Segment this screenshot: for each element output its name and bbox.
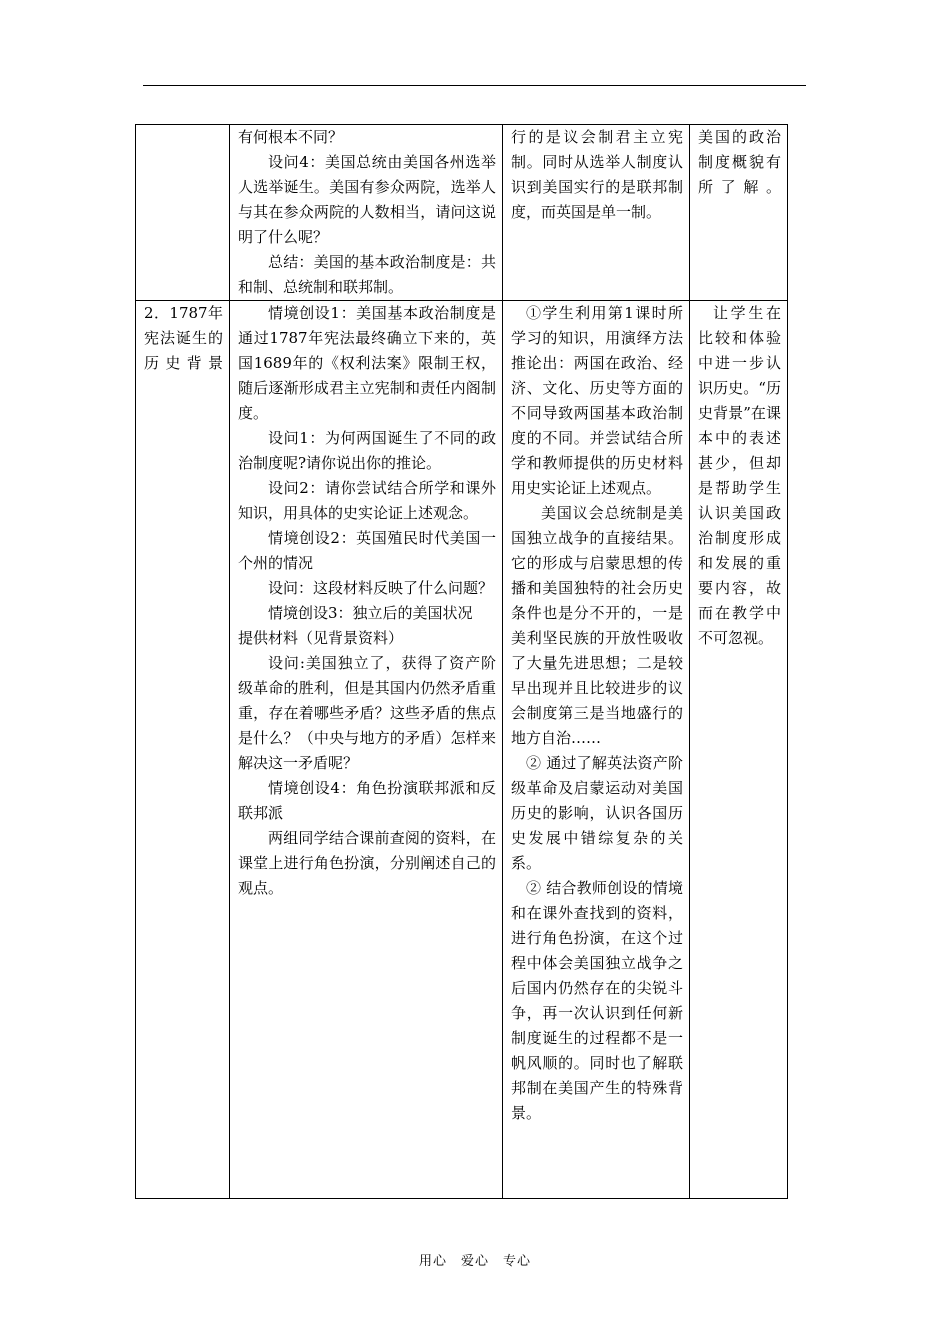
paragraph: 行的是议会制君主立宪制。同时从选举人制度认识到美国实行的是联邦制度，而英国是单一制。 — [511, 128, 683, 221]
cell-teacher-activity — [230, 125, 503, 301]
paragraph: ② 通过了解英法资产阶级革命及启蒙运动对美国历史的影响，认识各国历史发展中错综复杂的关系。 — [511, 754, 683, 872]
paragraph: ①学生利用第1课时所学习的知识，用演绎方法推论出：两国在政治、经济、文化、历史等方面的不同导致两国基本政治制度的不同。并尝试结合所学和教师提供的历史材料用史实论证上述观点。 — [511, 304, 683, 497]
paragraph: 情境创设2：英国殖民时代美国一个州的情况 — [238, 529, 496, 572]
lesson-plan-table — [135, 124, 788, 1199]
page-footer: 用心 爱心 专心 — [418, 1254, 531, 1269]
cell-student-activity — [503, 125, 690, 301]
table-row — [136, 301, 788, 1199]
paragraph: 有何根本不同？ — [238, 128, 344, 146]
paragraph: 设问2：请你尝试结合所学和课外知识，用具体的史实论证上述观念。 — [238, 479, 496, 522]
cell-section-title — [136, 125, 230, 301]
paragraph: 情境创设3：独立后的美国状况 — [268, 604, 473, 622]
paragraph: ② 结合教师创设的情境和在课外查找到的资料，进行角色扮演，在这个过程中体会美国独立战争之后国内仍然存在的尖锐斗争，再一次认识到任何新制度诞生的过程都不是一帆风顺的。同时也了解联邦制在美国产生的特殊背景。 — [511, 879, 683, 1122]
paragraph: 总结：美国的基本政治制度是：共和制、总统制和联邦制。 — [238, 253, 496, 296]
cell-student-activity — [503, 301, 690, 1199]
section-title: 2．1787年宪法诞生的历史背景 — [144, 304, 223, 372]
paragraph: 设问:美国独立了，获得了资产阶级革命的胜利，但是其国内仍然矛盾重重，存在着哪些矛盾？这些矛盾的焦点是什么？（中央与地方的矛盾）怎样来解决这一矛盾呢？ — [238, 654, 496, 772]
table-row — [136, 125, 788, 301]
paragraph: 让学生在比较和体验中进一步认识历史。“历史背景”在课本中的表述甚少，但却是帮助学生认识美国政治制度形成和发展的重要内容，故而在教学中不可忽视。 — [698, 304, 781, 647]
cell-design-intent — [690, 125, 788, 301]
paragraph: 设问4：美国总统由美国各州选举人选举诞生。美国有参众两院，选举人与其在参众两院的人数相当，请问这说明了什么呢？ — [238, 153, 496, 246]
paragraph: 情境创设4：角色扮演联邦派和反联邦派 — [238, 779, 496, 822]
cell-teacher-activity — [230, 301, 503, 1199]
cell-section-title — [136, 301, 230, 1199]
paragraph: 设问1：为何两国诞生了不同的政治制度呢?请你说出你的推论。 — [238, 429, 496, 472]
paragraph: 两组同学结合课前查阅的资料，在课堂上进行角色扮演，分别阐述自己的观点。 — [238, 829, 496, 897]
cell-design-intent — [690, 301, 788, 1199]
paragraph: 情境创设1：美国基本政治制度是通过1787年宪法最终确立下来的，英国1689年的《权利法案》限制王权，随后逐渐形成君主立宪制和责任内阁制度。 — [238, 304, 496, 422]
paragraph: 设问：这段材料反映了什么问题？ — [268, 579, 494, 597]
header-rule — [143, 85, 806, 86]
paragraph: 提供材料（见背景资料） — [238, 629, 404, 647]
paragraph: 美国的政治制度概貌有所了解。 — [698, 128, 781, 196]
paragraph: 美国议会总统制是美国独立战争的直接结果。它的形成与启蒙思想的传播和美国独特的社会历史条件也是分不开的，一是美利坚民族的开放性吸收了大量先进思想；二是较早出现并且比较进步的议会制度第三是当地盛行的地方自治…… — [511, 504, 683, 747]
